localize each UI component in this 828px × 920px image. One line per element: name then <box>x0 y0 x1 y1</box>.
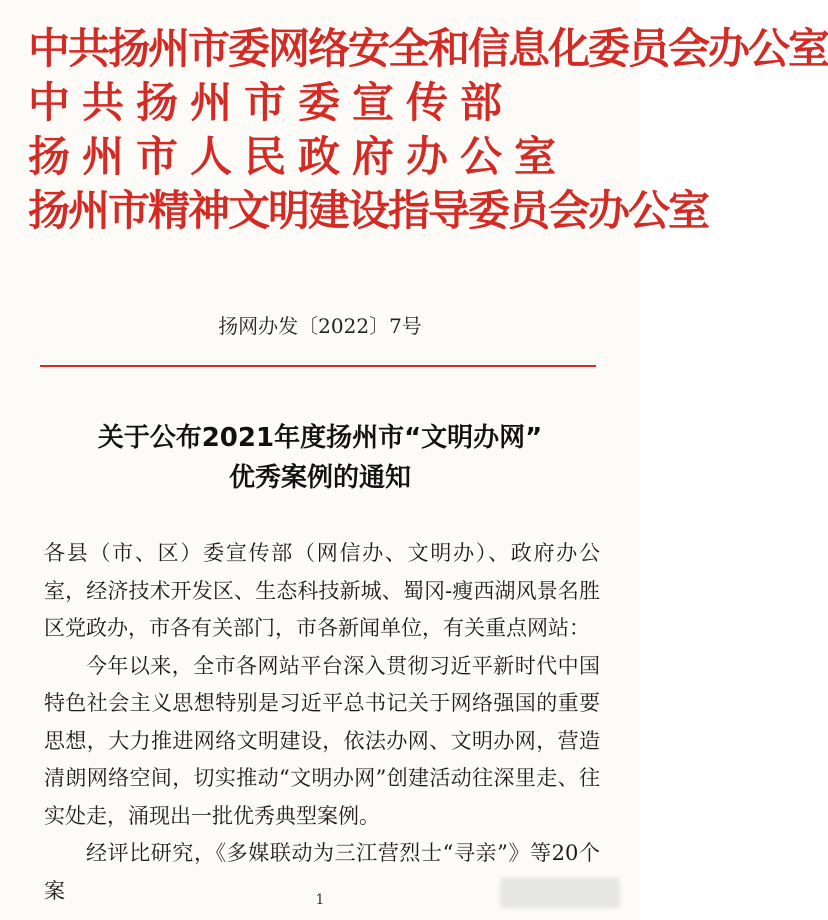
issuer-propaganda-department: 中共扬州市委宣传部 <box>28 78 515 127</box>
title-line-2: 优秀案例的通知 <box>228 463 411 493</box>
red-divider-line <box>40 365 596 367</box>
body-paragraph: 今年以来，全市各网站平台深入贯彻习近平新时代中国特色社会主义思想特别是习近平总书记关于网络强国的重要思想，大力推进网络文明建设，依法办网、文明办网，营造清朗网络空间，切实推动“文明办网”创建活动往深里走、往实处走，涌现出一批优秀典型案例。 <box>44 653 600 828</box>
issuer-government-office: 扬州市人民政府办公室 <box>28 132 569 181</box>
issuer-cyberspace-office: 中共扬州市委网络安全和信息化委员会办公室 <box>28 24 828 73</box>
document-title <box>0 418 640 498</box>
body-paragraph: 经评比研究，《多媒联动为三江营烈士“寻亲”》等20个案 <box>44 841 600 903</box>
title-line-1: 关于公布2021年度扬州市“文明办网” <box>97 423 543 453</box>
document-number: 扬网办发〔2022〕7号 <box>218 314 422 338</box>
blurred-watermark <box>500 878 620 908</box>
issuing-authorities-header <box>28 22 828 238</box>
page-number: 1 <box>315 892 325 908</box>
issuer-civilization-office: 扬州市精神文明建设指导委员会办公室 <box>28 186 709 235</box>
salutation-paragraph: 各县（市、区）委宣传部（网信办、文明办）、政府办公室，经济技术开发区、生态科技新城、蜀冈-瘦西湖风景名胜区党政办，市各有关部门，市各新闻单位，有关重点网站： <box>44 541 600 640</box>
document-body <box>44 535 600 910</box>
